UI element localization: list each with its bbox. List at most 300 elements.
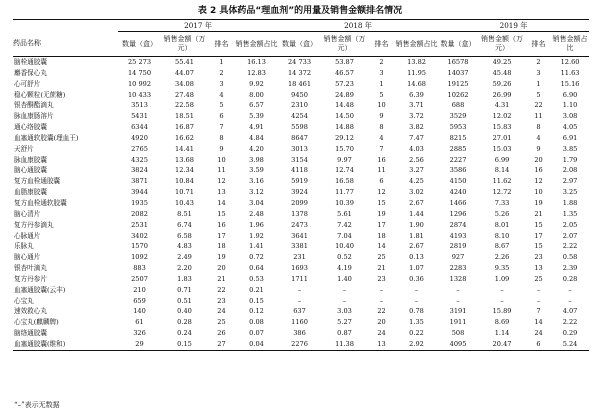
rank-cell: 14 <box>534 318 543 327</box>
rank-cell: – <box>536 296 541 305</box>
qty-cell: 29 <box>118 339 161 350</box>
share-cell: 1.79 <box>562 155 578 164</box>
share-cell: 1.10 <box>562 101 578 110</box>
qty-cell: 3191 <box>449 307 467 316</box>
rank-cell: 11 <box>377 166 386 175</box>
qty-cell: 2765 <box>131 144 148 153</box>
share-cell: 3.85 <box>562 144 578 153</box>
rank-cell: 9 <box>219 144 224 153</box>
rank-cell: 6 <box>219 112 224 121</box>
share-cell: 1.96 <box>249 220 264 229</box>
sales-cell: 6.58 <box>177 231 192 240</box>
share-cell: 3.98 <box>249 155 264 164</box>
sales-cell: 44.07 <box>175 68 194 77</box>
share-cell: 4.05 <box>562 123 578 132</box>
qty-cell: 19125 <box>447 79 469 88</box>
sales-cell: 14.88 <box>335 123 354 132</box>
sales-cell: 13.68 <box>175 155 194 164</box>
share-cell: 15.16 <box>560 79 580 88</box>
table-note: “–”表示无数据 <box>14 401 60 409</box>
sales-cell: 1.09 <box>494 274 510 283</box>
qty-cell: 883 <box>133 264 146 273</box>
qty-header: 数量（盒） <box>438 32 478 57</box>
drug-name-cell: 血塞通软胶囊(理血王) <box>14 133 79 142</box>
sales-cell: 10.71 <box>175 188 194 197</box>
rank-cell: 6 <box>526 339 551 350</box>
share-cell: 3.04 <box>249 198 264 207</box>
qty-cell: 14 750 <box>127 68 152 77</box>
sales-cell: 0.15 <box>161 339 208 350</box>
qty-cell: 8647 <box>291 133 308 142</box>
drug-name-cell: 脑络通胶囊 <box>14 329 47 338</box>
share-cell: 2.92 <box>395 339 438 350</box>
sales-cell: 9.35 <box>494 264 510 273</box>
share-cell: 2.07 <box>562 231 578 240</box>
drug-name-cell: 复方丹参片 <box>14 274 47 283</box>
drug-name-cell: 心脉通片 <box>14 231 41 240</box>
qty-cell: 659 <box>133 296 146 305</box>
qty-cell: – <box>297 296 302 305</box>
qty-cell: 4254 <box>291 112 308 121</box>
sales-cell: 24.89 <box>335 90 354 99</box>
qty-cell: 4095 <box>438 339 478 350</box>
share-cell: 0.29 <box>562 329 578 338</box>
rank-cell: 20 <box>217 264 226 273</box>
rank-cell: – <box>379 296 384 305</box>
share-cell: 6.57 <box>249 101 264 110</box>
share-cell: 3.08 <box>562 112 578 121</box>
rank-cell: 3 <box>379 68 384 77</box>
sales-cell: 15.70 <box>335 144 354 153</box>
sales-header: 销售金额（万元） <box>161 32 208 57</box>
sales-cell: 11.77 <box>335 188 354 197</box>
rank-cell: 15 <box>217 209 226 218</box>
drug-name-cell: 血塞通胶囊(云丰) <box>14 285 66 294</box>
share-cell: 2.48 <box>249 209 264 218</box>
rank-cell: 5 <box>379 90 384 99</box>
share-cell: 3.71 <box>409 101 424 110</box>
rank-cell: 17 <box>217 231 226 240</box>
rank-header: 排名 <box>526 32 551 57</box>
sales-cell: 0.52 <box>337 253 352 262</box>
rank-cell: 2 <box>536 58 541 66</box>
table-row <box>13 317 589 328</box>
sales-cell: 1.83 <box>177 274 192 283</box>
rank-cell: 21 <box>217 274 226 283</box>
rank-cell: 16 <box>217 220 226 229</box>
rank-cell: 13 <box>217 188 226 197</box>
qty-cell: 3824 <box>131 166 148 175</box>
share-cell: 0.21 <box>249 285 264 294</box>
rank-cell: 12 <box>534 177 543 186</box>
rank-header: 排名 <box>208 32 235 57</box>
sales-cell: 45.48 <box>492 68 512 77</box>
rank-cell: 18 <box>217 242 226 251</box>
rank-cell: 15 <box>377 198 386 207</box>
table-row <box>13 155 589 166</box>
sales-cell: – <box>500 296 504 305</box>
sales-cell: 49.25 <box>492 58 512 66</box>
qty-cell: 210 <box>133 285 146 294</box>
table-row <box>13 79 589 90</box>
rank-cell: 23 <box>377 274 386 283</box>
qty-header: 数量（盒） <box>118 32 161 57</box>
qty-cell: 14 372 <box>287 68 312 77</box>
qty-cell: 2531 <box>131 220 148 229</box>
share-cell: 0.64 <box>249 264 264 273</box>
table-row <box>13 328 589 339</box>
drug-name-cell: 复方血栓通软胶囊 <box>14 198 67 207</box>
share-header: 销售金额占比 <box>235 32 278 57</box>
qty-cell: 3013 <box>291 144 308 153</box>
sales-cell: 26.99 <box>492 90 512 99</box>
drug-name-cell: 通心络胶囊 <box>14 123 47 132</box>
rank-cell: 22 <box>377 307 386 316</box>
rank-cell: 4 <box>219 90 224 99</box>
share-cell: 13.82 <box>407 58 426 66</box>
qty-cell: 5598 <box>291 123 308 132</box>
qty-cell: 61 <box>135 318 144 327</box>
qty-cell: 5919 <box>291 177 308 186</box>
qty-cell: 25 273 <box>127 58 152 66</box>
rank-cell: 5 <box>536 90 541 99</box>
qty-cell: 16578 <box>447 58 469 66</box>
rank-cell: 1 <box>219 58 224 66</box>
table-row <box>13 263 589 274</box>
share-cell: 8.00 <box>249 90 264 99</box>
year-2019-header: 2019 年 <box>438 20 589 32</box>
qty-cell: 3586 <box>449 166 467 175</box>
rank-cell: 26 <box>217 329 226 338</box>
rank-cell: 25 <box>534 274 543 283</box>
rank-cell: 2 <box>219 68 224 77</box>
qty-cell: 5431 <box>131 112 148 121</box>
sales-cell: 9.97 <box>337 155 352 164</box>
drug-name-cell: 血脂康胶囊 <box>14 188 47 197</box>
share-cell: 11.63 <box>560 68 580 77</box>
rank-cell: 13 <box>534 264 543 273</box>
sales-cell: 0.24 <box>177 329 192 338</box>
share-cell: 2.56 <box>409 155 424 164</box>
sales-cell: 27.48 <box>175 90 194 99</box>
sales-cell: – <box>500 285 504 294</box>
qty-cell: – <box>456 296 460 305</box>
sales-cell: 27.01 <box>492 133 512 142</box>
share-cell: 5.24 <box>551 339 589 350</box>
qty-cell: 3529 <box>449 112 467 121</box>
sales-cell: 2.20 <box>177 264 192 273</box>
rank-cell: 9 <box>536 144 541 153</box>
share-cell: 3.82 <box>409 123 424 132</box>
share-cell: 2.08 <box>562 166 578 175</box>
share-cell: 1.07 <box>409 264 424 273</box>
qty-cell: 10 433 <box>127 90 152 99</box>
share-cell: 3.59 <box>249 166 264 175</box>
qty-cell: 231 <box>293 253 306 262</box>
table-row <box>13 252 589 263</box>
sales-cell: 14.50 <box>335 112 354 121</box>
qty-cell: 24 733 <box>287 58 312 66</box>
rank-cell: 12 <box>377 188 386 197</box>
qty-cell: 1328 <box>449 274 467 283</box>
qty-cell: 2276 <box>278 339 321 350</box>
qty-cell: 3871 <box>131 177 148 186</box>
qty-cell: 3944 <box>131 188 148 197</box>
drug-name-cell: 银杏叶滴丸 <box>14 264 47 273</box>
qty-cell: 2099 <box>291 198 308 207</box>
sales-cell: 0.71 <box>177 285 192 294</box>
sales-cell: 12.72 <box>492 188 512 197</box>
qty-cell: 14037 <box>447 68 469 77</box>
share-cell: 0.07 <box>249 329 264 338</box>
sales-cell: 20.47 <box>478 339 526 350</box>
sales-cell: – <box>342 296 347 305</box>
table-row <box>13 274 589 285</box>
qty-cell: 2310 <box>291 101 308 110</box>
table-body <box>13 57 589 351</box>
sales-cell: 3.03 <box>337 307 352 316</box>
sales-cell: 29.12 <box>335 133 354 142</box>
qty-cell: 2283 <box>449 264 467 273</box>
table-row <box>13 198 589 209</box>
sales-cell: 8.69 <box>494 318 510 327</box>
sales-cell: 10.39 <box>335 198 354 207</box>
rank-cell: 7 <box>219 123 224 132</box>
sales-cell: 57.23 <box>335 79 354 88</box>
drug-name-cell: 乐脉丸 <box>14 242 34 251</box>
share-cell: 4.25 <box>409 177 424 186</box>
share-cell: 2.67 <box>409 198 424 207</box>
rank-cell: 1 <box>536 79 541 88</box>
table-row <box>13 220 589 231</box>
sales-cell: 34.08 <box>175 79 194 88</box>
table-row <box>13 209 589 220</box>
rank-cell: 21 <box>377 264 386 273</box>
qty-cell: 2227 <box>449 155 467 164</box>
sales-cell: 12.02 <box>492 112 512 121</box>
qty-cell: 4150 <box>449 177 467 186</box>
share-cell: 0.78 <box>409 307 424 316</box>
qty-cell: 8215 <box>449 133 467 142</box>
drug-name-cell: 心宝丸(麒麟牌) <box>14 318 59 327</box>
drug-name-cell: 脑心通胶囊 <box>14 166 47 175</box>
table-row <box>13 285 589 296</box>
sales-cell: 2.49 <box>177 253 192 262</box>
qty-cell: – <box>456 285 460 294</box>
share-cell: 7.47 <box>409 133 424 142</box>
rank-cell: 11 <box>217 166 226 175</box>
sales-cell: 12.74 <box>335 166 354 175</box>
sales-cell: 8.51 <box>177 209 192 218</box>
rank-cell: 8 <box>536 123 541 132</box>
year-2017-header: 2017 年 <box>118 20 278 32</box>
sales-cell: 5.27 <box>337 318 352 327</box>
table-row <box>13 90 589 101</box>
rank-cell: 17 <box>377 220 386 229</box>
sales-cell: 1.40 <box>337 274 352 283</box>
sales-cell: 4.83 <box>177 242 192 251</box>
share-cell: 1.88 <box>562 198 578 207</box>
qty-cell: 637 <box>293 307 306 316</box>
share-cell: 0.08 <box>249 318 264 327</box>
rank-cell: 27 <box>208 339 235 350</box>
share-cell: – <box>414 296 419 305</box>
qty-cell: 2885 <box>449 144 467 153</box>
qty-cell: 140 <box>133 307 146 316</box>
table-row <box>13 165 589 176</box>
share-cell: 6.39 <box>409 90 424 99</box>
qty-cell: 4118 <box>291 166 308 175</box>
share-cell: 2.22 <box>562 242 578 251</box>
rank-cell: 4 <box>379 133 384 142</box>
sales-cell: 8.67 <box>494 242 510 251</box>
drug-name-cell: 脑心清片 <box>14 209 41 218</box>
qty-cell: 3924 <box>291 188 308 197</box>
sales-cell: 15.83 <box>492 123 512 132</box>
sales-cell: 16.87 <box>175 123 194 132</box>
share-cell: 4.07 <box>562 307 578 316</box>
share-cell: 6.91 <box>562 133 578 142</box>
qty-cell: 326 <box>133 329 146 338</box>
sales-cell: 59.26 <box>492 79 512 88</box>
sales-cell: 15.03 <box>492 144 512 153</box>
share-cell: 1.35 <box>409 318 424 327</box>
qty-cell: 5953 <box>449 123 467 132</box>
rank-cell: 19 <box>377 209 386 218</box>
qty-cell: 2819 <box>449 242 467 251</box>
share-cell: 12.60 <box>560 58 580 66</box>
table-row <box>13 122 589 133</box>
rank-cell: 10 <box>534 188 543 197</box>
table-row <box>13 231 589 242</box>
share-cell: 6.90 <box>562 90 578 99</box>
share-cell: 4.20 <box>249 144 264 153</box>
share-cell: 3.72 <box>409 112 424 121</box>
share-cell: – <box>568 285 572 294</box>
sales-header: 销售金额（万元） <box>321 32 368 57</box>
drug-name-cell: 脑栓通胶囊 <box>14 58 47 66</box>
share-cell: 4.03 <box>409 144 424 153</box>
share-cell: – <box>414 285 419 294</box>
table-row <box>13 57 589 68</box>
sales-cell: 11.62 <box>492 177 512 186</box>
share-cell: 2.97 <box>562 177 578 186</box>
rank-cell: 8 <box>219 133 224 142</box>
rank-cell: 7 <box>536 307 541 316</box>
rank-cell: 17 <box>534 231 543 240</box>
qty-cell: 4240 <box>449 188 467 197</box>
share-cell: 0.12 <box>249 307 264 316</box>
share-cell: 0.15 <box>249 296 264 305</box>
sales-cell: 6.74 <box>177 220 192 229</box>
sales-header: 销售金额（万元） <box>478 32 526 57</box>
share-cell: 3.16 <box>249 177 264 186</box>
sales-cell: 53.87 <box>335 58 354 66</box>
rank-cell: 13 <box>368 339 395 350</box>
sales-cell: 5.26 <box>494 209 510 218</box>
rank-cell: 14 <box>217 198 226 207</box>
sales-cell: 14.48 <box>335 101 354 110</box>
table-row <box>13 339 589 350</box>
table-row <box>13 296 589 307</box>
rank-cell: 7 <box>379 144 384 153</box>
share-header: 销售金额占比 <box>551 32 589 57</box>
rank-cell: 22 <box>217 285 226 294</box>
sales-cell: 7.04 <box>337 231 352 240</box>
sales-cell: 46.57 <box>335 68 354 77</box>
share-cell: 1.81 <box>409 231 424 240</box>
share-cell: 1.35 <box>562 209 578 218</box>
qty-cell: 1711 <box>291 274 308 283</box>
drug-name-cell: 心宝丸 <box>14 296 34 305</box>
qty-cell: 9450 <box>291 90 308 99</box>
qty-cell: 10262 <box>447 90 469 99</box>
drug-name-cell: 速效救心丸 <box>14 307 47 316</box>
rank-cell: 24 <box>534 329 543 338</box>
rank-cell: 1 <box>379 79 384 88</box>
qty-cell: 1296 <box>449 209 467 218</box>
qty-cell: 1466 <box>449 198 467 207</box>
share-cell: 0.58 <box>562 253 578 262</box>
qty-cell: 4920 <box>131 133 148 142</box>
sales-cell: – <box>342 285 347 294</box>
qty-cell: 4193 <box>449 231 467 240</box>
sales-cell: 4.19 <box>337 264 352 273</box>
share-cell: 16.13 <box>247 58 266 66</box>
qty-cell: 2507 <box>131 274 148 283</box>
rank-cell: 23 <box>534 253 543 262</box>
rank-cell: 25 <box>377 253 386 262</box>
rank-cell: 16 <box>534 166 543 175</box>
qty-cell: 3402 <box>131 231 148 240</box>
share-cell: 2.05 <box>562 220 578 229</box>
rank-cell: 21 <box>534 209 543 218</box>
drug-name-cell: 复方血栓通胶囊 <box>14 177 61 186</box>
qty-cell: 1693 <box>291 264 308 273</box>
share-cell: 9.92 <box>249 79 264 88</box>
drug-name-cell: 复方丹参滴丸 <box>14 220 54 229</box>
rank-cell: 22 <box>534 101 543 110</box>
table-row <box>13 100 589 111</box>
qty-cell: 10 992 <box>127 79 152 88</box>
rank-cell: – <box>379 285 384 294</box>
share-cell: 1.90 <box>409 220 424 229</box>
rank-cell: 4 <box>536 133 541 142</box>
rank-cell: 8 <box>379 123 384 132</box>
table-row <box>13 306 589 317</box>
sales-cell: 16.62 <box>175 133 194 142</box>
drug-name-cell: 脑心通片 <box>14 253 41 262</box>
sales-cell: 18.51 <box>175 112 194 121</box>
sales-cell: 4.31 <box>494 101 510 110</box>
table-row <box>13 111 589 122</box>
drug-sales-table <box>13 19 589 351</box>
sales-cell: 0.51 <box>177 296 192 305</box>
rank-cell: – <box>536 285 541 294</box>
rank-cell: 5 <box>219 101 224 110</box>
share-cell: 3.27 <box>409 166 424 175</box>
drug-name-header: 药品名称 <box>13 32 118 57</box>
rank-cell: 18 <box>377 231 386 240</box>
table-row <box>13 176 589 187</box>
table-row <box>13 133 589 144</box>
share-cell: 2.67 <box>409 242 424 251</box>
sales-cell: 5.61 <box>337 209 352 218</box>
share-cell: 0.28 <box>562 274 578 283</box>
sales-cell: 10.84 <box>175 177 194 186</box>
rank-cell: 24 <box>217 307 226 316</box>
rank-cell: 19 <box>217 253 226 262</box>
